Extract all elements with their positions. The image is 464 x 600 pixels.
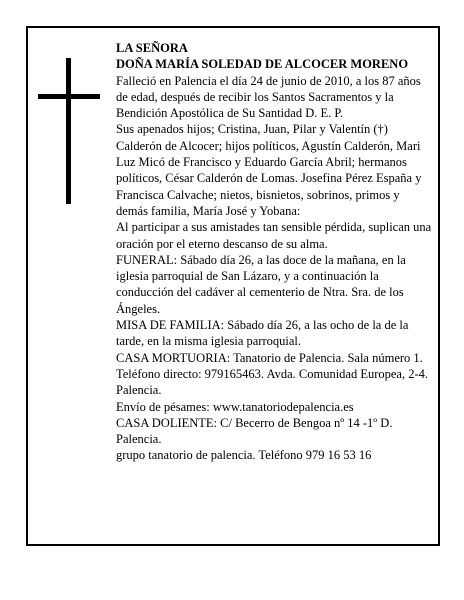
death-announcement: Falleció en Palencia el día 24 de junio de 2010, a los 87 años de edad, después de recibir los Santos Sacramentos y la Bendición Apostólica de Su Santidad D. E. P. bbox=[116, 73, 421, 121]
funeral-group-phone: grupo tanatorio de palencia. Teléfono 979 16 53 16 bbox=[116, 448, 372, 463]
deceased-title: LA SEÑORA bbox=[116, 41, 188, 55]
obituary-text bbox=[116, 40, 434, 464]
funeral-info: FUNERAL: Sábado día 26, a las doce de la mañana, en la iglesia parroquial de San Lázaro, y a continuación la conducción del cadáver al cementerio de Ntra. Sra. de los Ángeles. bbox=[116, 252, 406, 316]
mourning-house-info: CASA DOLIENTE: C/ Becerro de Bengoa nº 14 -1º D. Palencia. bbox=[116, 415, 393, 447]
family-mass-info: MISA DE FAMILIA: Sábado día 26, a las ocho de la de la tarde, en la misma iglesia parroquial. bbox=[116, 318, 409, 349]
family-list: Sus apenados hijos; Cristina, Juan, Pilar y Valentín (†) Calderón de Alcocer; hijos políticos, Agustín Calderón, Mari Luz Micó de Francisco y Eduardo García Abril; hermanos políticos, César Calderón de Lomas. Josefina Pérez España y Francisca Calvache; nietos, bisnietos, sobrinos, primos y demás familia, María José y Yobana: bbox=[116, 122, 422, 218]
cross-horizontal-bar bbox=[38, 94, 100, 99]
funeral-home-info: CASA MORTUORIA: Tanatorio de Palencia. Sala número 1. Teléfono directo: 979165463. Avda. Comunidad Europea, 2-4. Palencia. bbox=[116, 350, 429, 398]
prayer-request: Al participar a sus amistades tan sensible pérdida, suplican una oración por el eterno descanso de su alma. bbox=[116, 220, 432, 251]
condolences-info: Envío de pésames: www.tanatoriodepalencia.es bbox=[116, 399, 354, 414]
deceased-name: DOÑA MARÍA SOLEDAD DE ALCOCER MORENO bbox=[116, 57, 409, 72]
cross-vertical-bar bbox=[66, 58, 71, 204]
obituary-card bbox=[26, 26, 440, 546]
